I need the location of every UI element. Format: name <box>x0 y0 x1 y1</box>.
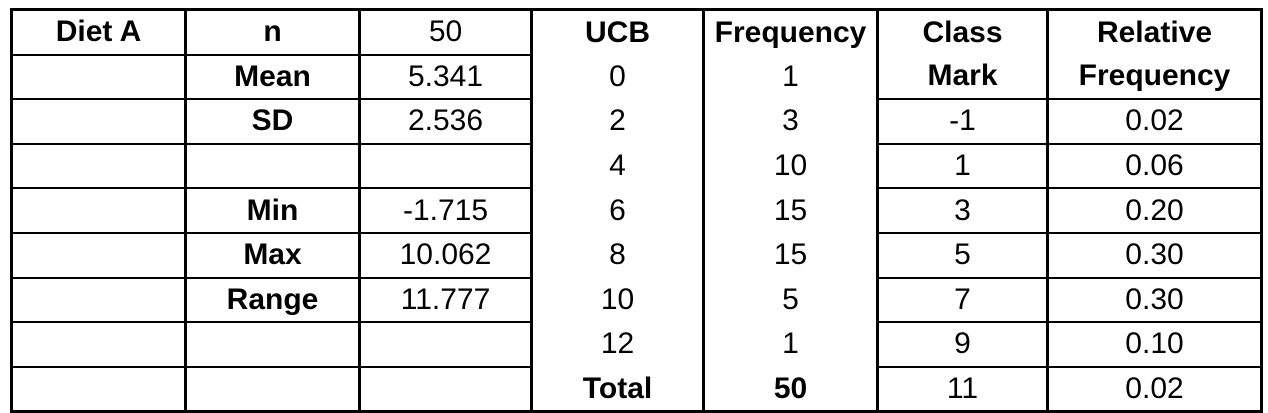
empty-cell[interactable] <box>12 188 186 233</box>
mean-value-cell[interactable]: 5.341 <box>360 55 532 100</box>
frequency-distribution-table <box>10 8 1263 413</box>
min-value-cell[interactable]: -1.715 <box>360 188 532 233</box>
range-label-cell[interactable]: Range <box>186 278 360 323</box>
frequency-cell[interactable]: 10 <box>704 144 878 189</box>
table-row <box>12 322 1262 367</box>
relative-frequency-cell[interactable]: 0.02 <box>1048 99 1262 144</box>
ucb-header-cell[interactable]: UCB <box>532 10 704 55</box>
relative-frequency-header-line1[interactable]: Relative <box>1048 10 1262 55</box>
relative-frequency-cell[interactable]: 0.02 <box>1048 367 1262 412</box>
frequency-cell[interactable]: 15 <box>704 188 878 233</box>
range-value-cell[interactable]: 11.777 <box>360 278 532 323</box>
empty-cell[interactable] <box>360 144 532 189</box>
class-mark-cell[interactable]: 11 <box>878 367 1048 412</box>
class-mark-cell[interactable]: 9 <box>878 322 1048 367</box>
max-label-cell[interactable]: Max <box>186 233 360 278</box>
ucb-cell[interactable]: 4 <box>532 144 704 189</box>
ucb-cell[interactable]: 6 <box>532 188 704 233</box>
empty-cell[interactable] <box>186 367 360 412</box>
ucb-cell[interactable]: 10 <box>532 278 704 323</box>
table-row <box>12 188 1262 233</box>
relative-frequency-cell[interactable]: 0.06 <box>1048 144 1262 189</box>
class-mark-cell[interactable]: -1 <box>878 99 1048 144</box>
total-label-cell[interactable]: Total <box>532 367 704 412</box>
class-mark-header-line2[interactable]: Mark <box>878 55 1048 100</box>
frequency-cell[interactable]: 3 <box>704 99 878 144</box>
class-mark-cell[interactable]: 5 <box>878 233 1048 278</box>
empty-cell[interactable] <box>186 144 360 189</box>
empty-cell[interactable] <box>12 233 186 278</box>
empty-cell[interactable] <box>186 322 360 367</box>
relative-frequency-cell[interactable]: 0.10 <box>1048 322 1262 367</box>
min-label-cell[interactable]: Min <box>186 188 360 233</box>
frequency-cell[interactable]: 15 <box>704 233 878 278</box>
table-row <box>12 144 1262 189</box>
mean-label-cell[interactable]: Mean <box>186 55 360 100</box>
empty-cell[interactable] <box>12 278 186 323</box>
empty-cell[interactable] <box>12 99 186 144</box>
max-value-cell[interactable]: 10.062 <box>360 233 532 278</box>
frequency-cell[interactable]: 1 <box>704 322 878 367</box>
empty-cell[interactable] <box>12 55 186 100</box>
sd-label-cell[interactable]: SD <box>186 99 360 144</box>
class-mark-header-line1[interactable]: Class <box>878 10 1048 55</box>
table-row <box>12 55 1262 100</box>
ucb-cell[interactable]: 12 <box>532 322 704 367</box>
frequency-cell[interactable]: 1 <box>704 55 878 100</box>
ucb-cell[interactable]: 8 <box>532 233 704 278</box>
class-mark-cell[interactable]: 3 <box>878 188 1048 233</box>
total-value-cell[interactable]: 50 <box>704 367 878 412</box>
relative-frequency-cell[interactable]: 0.30 <box>1048 233 1262 278</box>
frequency-cell[interactable]: 5 <box>704 278 878 323</box>
class-mark-cell[interactable]: 7 <box>878 278 1048 323</box>
ucb-cell[interactable]: 2 <box>532 99 704 144</box>
ucb-cell[interactable]: 0 <box>532 55 704 100</box>
empty-cell[interactable] <box>360 322 532 367</box>
relative-frequency-header-line2[interactable]: Frequency <box>1048 55 1262 100</box>
n-label-cell[interactable]: n <box>186 10 360 55</box>
empty-cell[interactable] <box>12 144 186 189</box>
table-row <box>12 99 1262 144</box>
relative-frequency-cell[interactable]: 0.20 <box>1048 188 1262 233</box>
table-row <box>12 278 1262 323</box>
n-value-cell[interactable]: 50 <box>360 10 532 55</box>
diet-label-cell[interactable]: Diet A <box>12 10 186 55</box>
sd-value-cell[interactable]: 2.536 <box>360 99 532 144</box>
empty-cell[interactable] <box>360 367 532 412</box>
relative-frequency-cell[interactable]: 0.30 <box>1048 278 1262 323</box>
table-row <box>12 367 1262 412</box>
class-mark-cell[interactable]: 1 <box>878 144 1048 189</box>
frequency-header-cell[interactable]: Frequency <box>704 10 878 55</box>
table-row <box>12 233 1262 278</box>
empty-cell[interactable] <box>12 322 186 367</box>
table-row <box>12 10 1262 55</box>
empty-cell[interactable] <box>12 367 186 412</box>
